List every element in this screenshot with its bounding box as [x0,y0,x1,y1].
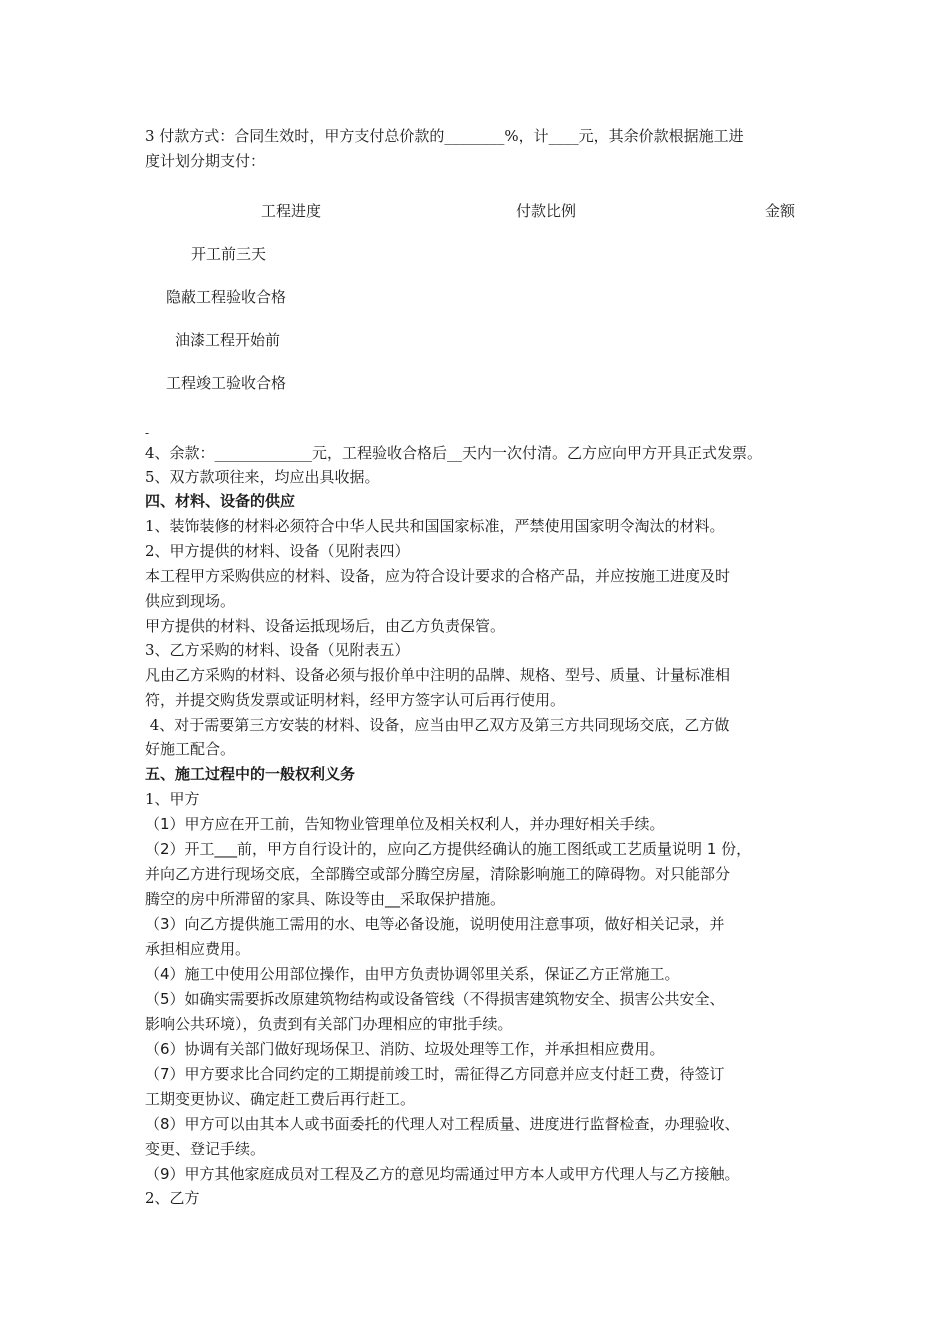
text-line: 影响公共环境），负责到有关部门办理相应的审批手续。 [145,1015,513,1033]
text-line: 本工程甲方采购供应的材料、设备，应为符合设计要求的合格产品，并应按施工进度及时 [145,567,731,585]
text-line: 甲方提供的材料、设备运抵现场后，由乙方负责保管。 [145,617,506,635]
text-line: （8）甲方可以由其本人或书面委托的代理人对工程质量、进度进行监督检查，办理验收、 [145,1115,740,1133]
text-line: （5）如确实需要拆改原建筑物结构或设备管线（不得损害建筑物安全、损害公共安全、 [145,990,725,1008]
table-header-amount: 金额 [765,202,796,220]
text-line: （7）甲方要求比合同约定的工期提前竣工时，需征得乙方同意并应支付赶工费，待签订 [145,1065,725,1083]
text-line: 变更、登记手续。 [145,1140,266,1158]
table-row: 工程竣工验收合格 [166,374,287,392]
text-line: 供应到现场。 [145,592,236,610]
text-line: 2、甲方提供的材料、设备（见附表四） [145,542,410,560]
subsection-party-b: 2、乙方 [145,1189,200,1207]
text-line: （3）向乙方提供施工需用的水、电等必备设施，说明使用注意事项，做好相关记录，并 [145,915,725,933]
table-header-progress: 工程进度 [261,202,322,220]
table-row: 油漆工程开始前 [175,331,281,349]
payment-method-line-2: 度计划分期支付： [145,152,266,170]
payment-method-line-1: 3 付款方式：合同生效时，甲方支付总价款的________%，计____元，其余价款根据施工进 [145,127,744,145]
text-line: 腾空的房中所滞留的家具、陈设等由__采取保护措施。 [145,890,506,908]
text-line: （4）施工中使用公用部位操作，由甲方负责协调邻里关系，保证乙方正常施工。 [145,965,680,983]
text-line: 凡由乙方采购的材料、设备必须与报价单中注明的品牌、规格、型号、质量、计量标准相 [145,666,731,684]
section-heading-rights: 五、施工过程中的一般权利义务 [145,765,356,783]
text-line: 好施工配合。 [145,740,236,758]
stray-dash: - [145,426,150,440]
text-line: 4、对于需要第三方安装的材料、设备，应当由甲乙双方及第三方共同现场交底，乙方做 [145,716,730,734]
text-line: 承担相应费用。 [145,940,251,958]
text-line: 1、装饰装修的材料必须符合中华人民共和国国家标准，严禁使用国家明令淘汰的材料。 [145,517,725,535]
text-line: （9）甲方其他家庭成员对工程及乙方的意见均需通过甲方本人或甲方代理人与乙方接触。 [145,1165,740,1183]
subsection-party-a: 1、甲方 [145,790,200,808]
text-line: 符，并提交购货发票或证明材料，经甲方签字认可后再行使用。 [145,691,566,709]
text-line: 工期变更协议、确定赶工费后再行赶工。 [145,1090,416,1108]
text-line: 并向乙方进行现场交底，全部腾空或部分腾空房屋，清除影响施工的障碍物。对只能部分 [145,865,731,883]
text-line: 5、双方款项往来，均应出具收据。 [145,468,380,486]
table-row: 隐蔽工程验收合格 [166,288,287,306]
text-line: （2）开工___前，甲方自行设计的，应向乙方提供经确认的施工图纸或工艺质量说明 1 份， [145,840,752,858]
section-heading-materials: 四、材料、设备的供应 [145,492,296,510]
text-line: （1）甲方应在开工前，告知物业管理单位及相关权利人，并办理好相关手续。 [145,815,665,833]
table-header-ratio: 付款比例 [516,202,577,220]
table-row: 开工前三天 [191,245,267,263]
text-line: 4、余款：_____________元，工程验收合格后__天内一次付清。乙方应向甲方开具正式发票。 [145,444,763,462]
text-line: 3、乙方采购的材料、设备（见附表五） [145,641,410,659]
text-line: （6）协调有关部门做好现场保卫、消防、垃圾处理等工作，并承担相应费用。 [145,1040,665,1058]
